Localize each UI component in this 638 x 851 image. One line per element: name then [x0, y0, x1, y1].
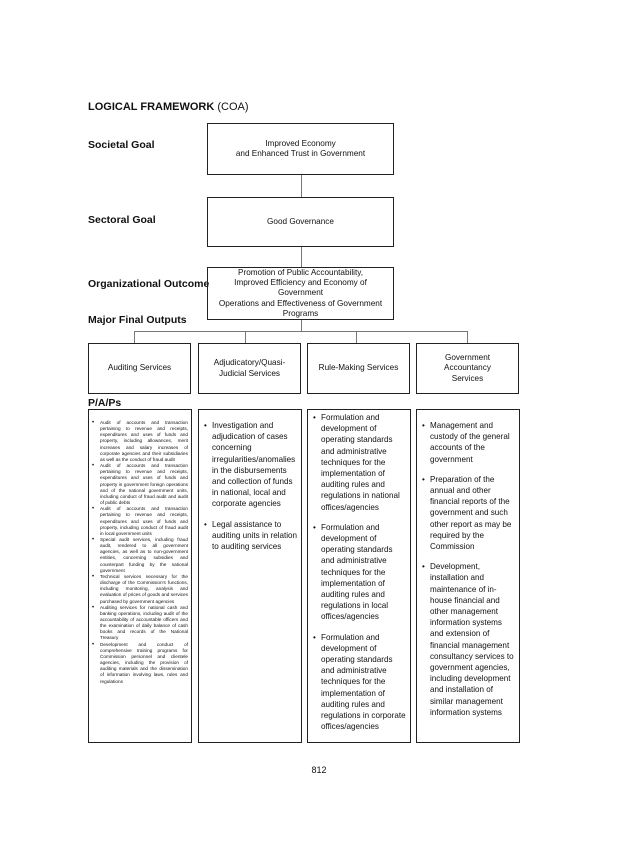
outcome-line: Promotion of Public Accountability,: [238, 267, 363, 277]
societal-goal-line: Improved Economy: [265, 138, 336, 148]
pap-item: • Audit of accounts and transaction pertaining to revenue and receipts, expenditures and uses of funds and property, including allowances, merit increases and salary increases of corporate agencies and their subsidiaries as well as the conduct of fraud audit: [92, 420, 188, 463]
sectoral-goal-line: Good Governance: [267, 216, 334, 226]
pap-item: • Legal assistance to auditing units in relation to auditing services: [204, 519, 298, 553]
pap-item: • Technical services necessary for the discharge of the Commission's functions, including monitoring, analysis and evaluation of prices of goods and services purchased by government agencies: [92, 574, 188, 605]
pap-item: • Formulation and development of operating standards and administrative techniques for the implementation of auditing rules and regulations in corporate offices/agencies: [313, 632, 407, 733]
connector-line: [245, 331, 246, 343]
pap-item: • Auditing services for national cash and banking operations, including audit of the accountability of accountable officers and the examination of daily balance of cash books and records of the National Treasury: [92, 605, 188, 642]
pap-item: • Management and custody of the general accounts of the government: [422, 420, 515, 465]
paps-accountancy-column: [416, 409, 520, 743]
output-label: Adjudicatory/Quasi-: [213, 358, 286, 368]
pap-item: • Development and conduct of comprehensive training programs for Commission personnel and clientele agencies, including the provision of auditing materials and the dissemination of information involving laws, rules and regulations: [92, 642, 188, 685]
outcome-line: Operations and Effectiveness of Government: [218, 298, 383, 308]
connector-line: [356, 331, 357, 343]
connector-line: [467, 331, 468, 343]
societal-goal-label: Societal Goal: [88, 139, 155, 151]
outcome-line: Improved Efficiency and Economy of Government: [234, 278, 367, 298]
pap-item: • Formulation and development of operating standards and administrative techniques for the implementation of auditing rules and regulations in national offices/agencies: [313, 412, 407, 513]
sectoral-goal-box: [207, 197, 394, 247]
branch-line: [134, 331, 467, 332]
pap-item: • Preparation of the annual and other financial reports of the government and such other report as may be required by the Commission: [422, 474, 515, 552]
title-suffix: (COA): [217, 101, 249, 113]
connector-line: [301, 320, 302, 331]
output-auditing-services: [88, 343, 191, 394]
pap-item: • Audit of accounts and transaction pertaining to revenue and receipts, expenditures and uses of funds and property, including conduct of fraud audit in local government units: [92, 506, 188, 537]
paps-adjudicatory-column: [198, 409, 302, 743]
connector-line: [301, 175, 302, 197]
page-number: 812: [311, 765, 327, 775]
output-label: Judicial Services: [219, 368, 280, 378]
connector-line: [301, 247, 302, 267]
paps-rule-making-column: [307, 409, 411, 743]
societal-goal-line: and Enhanced Trust in Government: [235, 149, 366, 158]
major-final-outputs-label: Major Final Outputs: [88, 314, 187, 326]
output-label: Rule-Making Services: [318, 363, 399, 373]
pap-item: • Investigation and adjudication of cases concerning irregularities/anomalies in the disbursements and collection of funds in national, local and corporate agencies: [204, 420, 298, 510]
page-title: [88, 101, 249, 113]
output-government-accountancy: [416, 343, 519, 394]
output-adjudicatory-services: [198, 343, 301, 394]
output-label: Auditing Services: [107, 363, 172, 373]
output-label: Government Accountancy: [444, 353, 491, 373]
organizational-outcome-label: Organizational Outcome: [88, 278, 210, 290]
pap-item: • Formulation and development of operating standards and administrative techniques for the implementation of auditing rules and regulations in local offices/agencies: [313, 522, 407, 623]
title-main: LOGICAL FRAMEWORK: [88, 101, 215, 113]
sectoral-goal-label: Sectoral Goal: [88, 214, 156, 226]
output-label: Services: [451, 373, 484, 383]
paps-auditing-column: [88, 409, 192, 743]
organizational-outcome-box: [207, 267, 394, 320]
pap-item: • Audit of accounts and transaction pertaining to revenue and receipts, expenditures and uses of funds and property in government foreign operations and of the national government units, including conduct of fraud audit and audit of public debts: [92, 463, 188, 506]
output-rule-making-services: [307, 343, 410, 394]
connector-line: [134, 331, 135, 343]
outcome-line: Programs: [282, 308, 319, 318]
pap-item: • Special audit services, including fraud audit, rendered to all government agencies, as well as to non-government entities, concerning subsidies and counterpart funding by the national government: [92, 537, 188, 574]
societal-goal-box: [207, 123, 394, 175]
paps-label: P/A/Ps: [88, 397, 122, 409]
pap-item: • Development, installation and maintenance of in-house financial and other management information systems and extension of financial management consultancy services to government agencies, including development and installation of similar management information systems: [422, 561, 515, 718]
